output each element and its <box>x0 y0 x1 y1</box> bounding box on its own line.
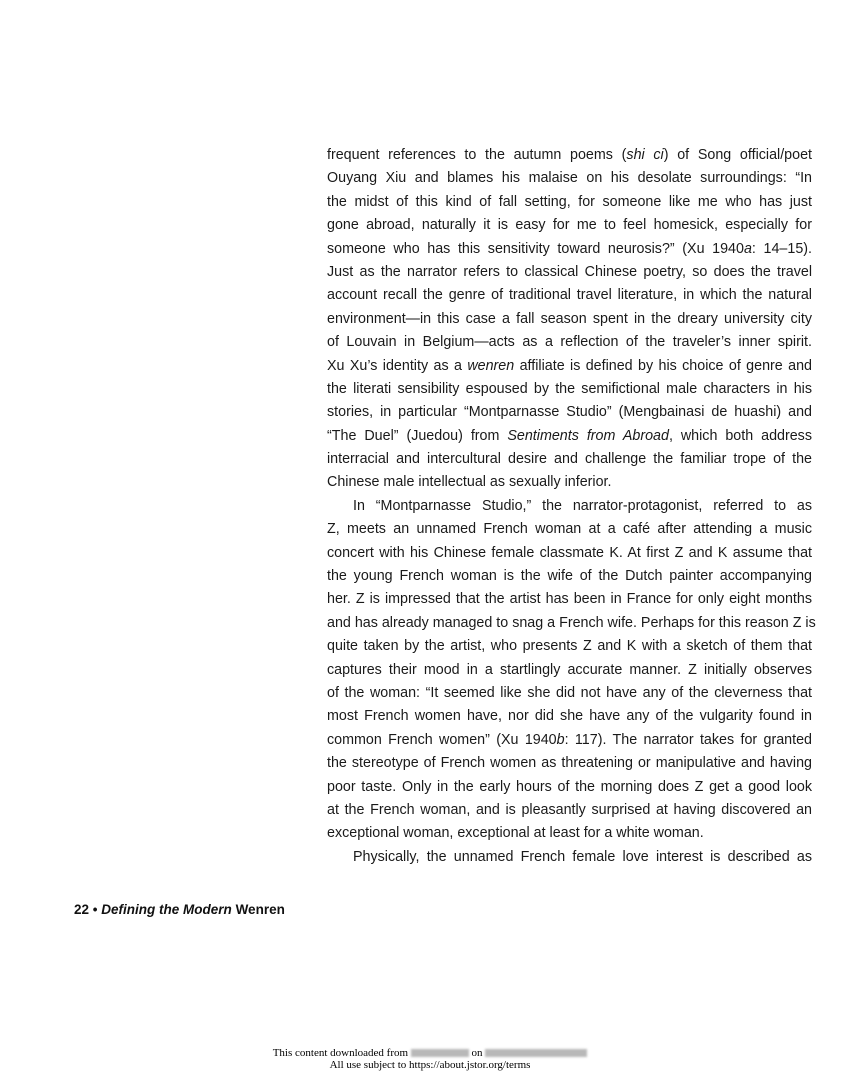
text-line <box>327 471 812 494</box>
text-segment: “The Duel” (Juedou) from <box>327 427 508 444</box>
italic-text: b <box>556 731 565 748</box>
text-line <box>327 776 812 799</box>
text-line <box>327 495 812 518</box>
italic-text: Sentiments from Abroad <box>507 427 669 444</box>
text-segment: Z, meets an unnamed French woman at a café after attending a music <box>327 521 812 538</box>
download-prefix: This content downloaded from <box>272 1047 409 1059</box>
book-title-roman: Wenren <box>235 902 285 917</box>
text-segment: gone abroad, naturally it is easy for me to feel homesick, especially for <box>327 217 812 234</box>
text-line <box>327 378 812 401</box>
text-segment: and has already managed to snag a French wife. Perhaps for this reason Z is <box>327 614 816 631</box>
text-line <box>327 846 812 869</box>
text-line <box>327 705 812 728</box>
body-text <box>327 144 816 869</box>
text-line <box>327 542 812 565</box>
text-segment: affiliate is defined by his choice of genre and <box>514 357 812 374</box>
text-line <box>327 659 812 682</box>
text-segment: Physically, the unnamed French female love interest is described as <box>353 848 812 865</box>
redacted-ip <box>411 1049 469 1057</box>
text-segment: : 14–15). <box>751 240 812 257</box>
download-on: on <box>471 1047 483 1059</box>
italic-text: wenren <box>467 357 515 374</box>
text-segment: ) of Song official/poet <box>663 147 812 163</box>
text-segment: of Louvain in Belgium—acts as a reflection of the traveler’s inner spirit. <box>327 334 812 351</box>
text-segment: Xu Xu’s identity as a <box>327 357 468 374</box>
text-line <box>327 822 812 845</box>
page-number: 22 <box>74 902 90 917</box>
text-line <box>327 284 812 307</box>
text-segment: exceptional woman, exceptional at least for a white woman. <box>327 825 704 842</box>
text-line <box>327 518 812 541</box>
text-line <box>327 565 812 588</box>
text-segment: the literati sensibility espoused by the semifictional male characters in his <box>327 380 812 397</box>
jstor-notice <box>0 1047 860 1071</box>
text-segment: , which both address <box>668 427 812 444</box>
italic-text: shi ci <box>626 147 664 163</box>
text-line <box>327 331 812 354</box>
text-segment: frequent references to the autumn poems ( <box>327 147 627 163</box>
text-line <box>327 612 816 635</box>
text-line <box>327 401 812 424</box>
redacted-date <box>485 1049 587 1057</box>
terms-line: All use subject to https://about.jstor.org/terms <box>329 1059 531 1071</box>
text-line <box>327 144 812 167</box>
text-line <box>327 214 812 237</box>
text-line <box>327 752 812 775</box>
text-line <box>327 355 812 378</box>
text-line <box>327 167 812 190</box>
text-segment: the young French woman is the wife of the Dutch painter accompanying <box>327 568 812 585</box>
text-segment: at the French woman, and is pleasantly surprised at having discovered an <box>327 801 812 818</box>
text-segment: most French women have, nor did she have any of the vulgarity found in <box>327 708 812 725</box>
text-segment: Chinese male intellectual as sexually inferior. <box>327 474 612 491</box>
text-segment: someone who has this sensitivity toward neurosis?” (Xu 1940 <box>327 240 744 257</box>
text-segment: environment—in this case a fall season spent in the dreary university city <box>327 310 812 327</box>
text-line <box>327 261 812 284</box>
text-segment: interracial and intercultural desire and challenge the familiar trope of the <box>327 451 812 468</box>
text-segment: common French women” (Xu 1940 <box>327 731 557 748</box>
text-segment: her. Z is impressed that the artist has been in France for only eight months <box>327 591 812 608</box>
text-line <box>327 425 812 448</box>
text-line <box>327 682 812 705</box>
book-title-italic: Defining the Modern <box>101 902 232 917</box>
text-segment: the midst of this kind of fall setting, for someone like me who has just <box>327 193 812 210</box>
text-segment: Ouyang Xiu and blames his malaise on his desolate surroundings: “In <box>327 170 812 187</box>
text-segment: : 117). The narrator takes for granted <box>564 731 812 748</box>
text-segment: quite taken by the artist, who presents Z and K with a sketch of them that <box>327 638 812 655</box>
text-segment: In “Montparnasse Studio,” the narrator-protagonist, referred to as <box>353 497 812 514</box>
text-line <box>327 635 812 658</box>
text-segment: of the woman: “It seemed like she did not have any of the cleverness that <box>327 684 812 701</box>
italic-text: a <box>743 240 752 257</box>
bullet: • <box>92 902 98 917</box>
text-segment: captures their mood in a startlingly accurate manner. Z initially observes <box>327 661 812 678</box>
text-line <box>327 191 812 214</box>
text-segment: poor taste. Only in the early hours of the morning does Z get a good look <box>327 778 812 795</box>
text-segment: stories, in particular “Montparnasse Studio” (Mengbainasi de huashi) and <box>327 404 812 421</box>
download-line <box>0 1047 860 1059</box>
text-line <box>327 308 812 331</box>
text-line <box>327 729 812 752</box>
text-segment: account recall the genre of traditional travel literature, in which the natural <box>327 287 812 304</box>
text-line <box>327 799 812 822</box>
text-segment: the stereotype of French women as threatening or manipulative and having <box>327 755 812 772</box>
running-footer <box>74 902 285 917</box>
text-line <box>327 588 812 611</box>
text-segment: concert with his Chinese female classmate K. At first Z and K assume that <box>327 544 812 561</box>
text-line <box>327 448 812 471</box>
text-segment: Just as the narrator refers to classical Chinese poetry, so does the travel <box>327 263 812 280</box>
text-line <box>327 238 812 261</box>
